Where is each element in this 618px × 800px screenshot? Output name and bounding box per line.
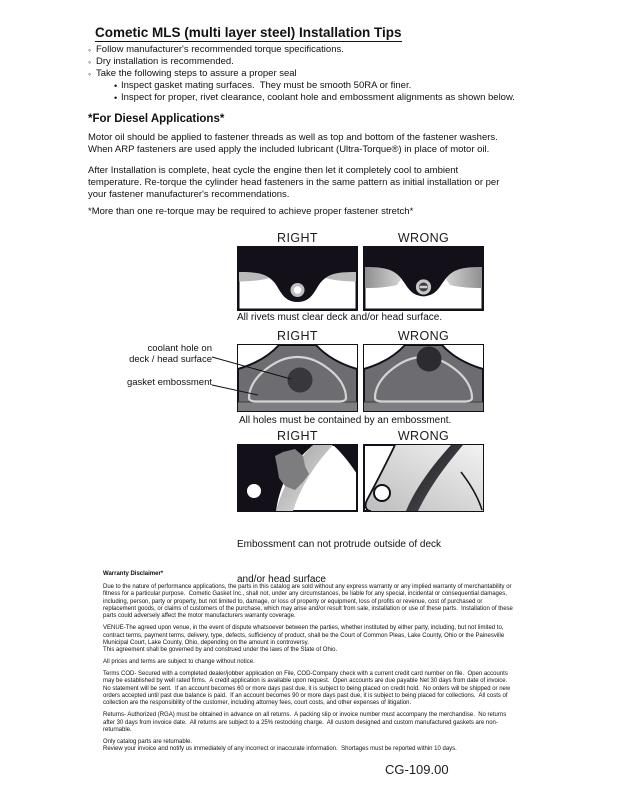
list-item: ◦ Dry installation is recommended. [88,56,524,68]
coolant-hole-label: coolant hole on deck / head surface [129,343,212,365]
warranty-fineprint [103,571,515,754]
warranty-paragraph: Due to the nature of performance applications, the parts in this catalog are sold without any express warranty or any implied warranty of merchantability or fitness for a particular purpose. Cometic Gasket Inc., shall not, under any circumstances, be liable for any special, incidental or consequential damages, including, person, party or property, but not limited to, damage, or loss of property or equipment, loss of profits or revenue, cost of purchased or replacement goods, or claims of customers of the purchase, which may arise and/or result from sale, installation or use of these parts. Installation of these parts could adversely affect the motor manufacturers warranty coverage. [103,583,515,620]
wrong-label: WRONG [397,231,450,245]
warranty-disclaimer-heading: Warranty Disclaimer* [103,571,164,577]
bolt-hole [247,484,261,498]
figure-rivet-right [237,246,358,311]
prices-line: All prices and terms are subject to change without notice. [103,659,255,666]
list-item: ◦ Follow manufacturer's recommended torque specifications. [88,44,524,56]
wrong-label: WRONG [397,429,450,443]
bolt-hole [374,485,390,501]
figure-protrusion-wrong [363,444,484,512]
returns-paragraph: Returns- Authorized (RGA) must be obtained in advance on all returns. A packing slip or invoice number must accompany the merchandise. No returns after 30 days from invoice date. All returns are subject to a 25% restocking charge. All custom designed and custom manufactured gaskets are non-returnable. [103,712,508,734]
list-item: ◦ Take the following steps to assure a proper seal [88,68,524,80]
figure-caption-protrusion: Embossment can not protrude outside of deck and/or head surface [237,539,442,585]
coolant-hole [417,347,442,372]
right-label: RIGHT [277,329,318,343]
diesel-paragraph-2: After Installation is complete, heat cycle the engine then let it completely cool to ambient temperature. Re-torque the cylinder head fasteners in the same pattern as initial installation or per your fastener manufacturer's recommendations. [88,165,503,200]
list-sub-item: • Inspect gasket mating surfaces. They must be smooth 50RA or finer. [88,80,524,92]
agreement-line: This agreement shall be governed by and construed under the laws of the State of Ohio. [103,647,338,654]
gasket-embossment-label: gasket embossment [126,377,212,388]
figure-caption-rivets: All rivets must clear deck and/or head surface. [237,312,443,323]
label-pointer-lines [206,350,306,400]
catalog-parts-line: Only catalog parts are returnable. [103,739,193,745]
page-title: Cometic MLS (multi layer steel) Installation Tips [95,25,402,40]
page-code: CG-109.00 [385,762,449,777]
installation-tips-list [88,44,524,104]
figure-protrusion-right [237,444,358,512]
right-label: RIGHT [277,429,318,443]
venue-paragraph: VENUE-The agreed upon venue, in the event of dispute whatsoever between the parties, whether instituted by either party, including, but not limited to, contract terms, payment terms, delivery, type, defects, sufficiency of product, shall be the Court of Common Pleas, Lake County, Ohio or the Painesville Municipal Court, Lake County, Ohio, depending on the amount in controversy. [103,625,506,646]
figure-caption-holes: All holes must be contained by an embossment. [239,415,452,426]
terms-paragraph: Terms COD- Secured with a completed dealer/jobber application on File, COD-Company check with a current credit card number on file. Open accounts may be established by well rated firms. A credit application is available upon request. Open accounts are due payable Net 30 days from date of invoice. No statement will be sent. If an account becomes 60 or more days past due, it is subject to being placed on credit hold. No orders will be shipped or new orders accepted until past due balance is paid. If an account becomes 90 or more days past due, it is subject to being placed for collections. All costs of collection are the responsibility of the customer, including attorney fees, court costs, and other expenses of litigation. [103,671,512,707]
figure-coolant-hole-wrong [363,344,484,412]
wrong-label: WRONG [397,329,450,343]
retorque-note: *More than one re-torque may be required to achieve proper fastener stretch* [88,206,414,217]
diesel-paragraph-1: Motor oil should be applied to fastener threads as well as top and bottom of the fastener washers. When ARP fasteners are used apply the included lubricant (Ultra-Torque®) in place of motor oil. [88,132,501,155]
review-invoice-line: Review your invoice and notify us immediately of any incorrect or inaccurate information. Shortages must be reported within 10 days. [103,746,457,753]
figure-rivet-wrong [363,246,484,311]
list-sub-item: • Inspect for proper, rivet clearance, coolant hole and embossment alignments as shown below. [88,92,524,104]
right-label: RIGHT [277,231,318,245]
diesel-section-heading: *For Diesel Applications* [88,113,225,125]
